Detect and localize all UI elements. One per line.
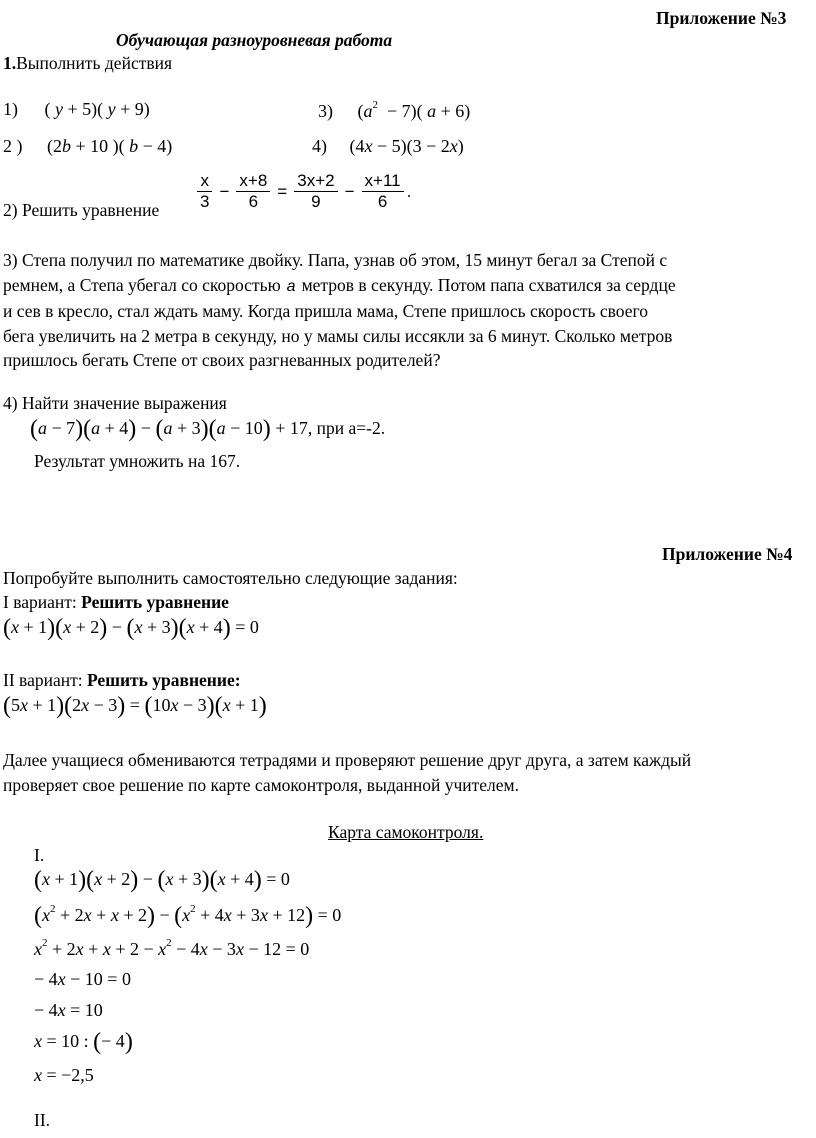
exchange-paragraph — [3, 748, 815, 797]
exercise-1-expression: ( y + 5)( y + 9) — [44, 99, 150, 119]
exercise-4-number: 4) — [312, 136, 327, 156]
exercise-2-number: 2 ) — [3, 136, 23, 156]
solution-step-2: $(x^2 + 2x + x + 2) - (x^2 + 4x + 3x + 12) = 0$ — [34, 903, 342, 929]
task-2-text: 2) Решить уравнение — [3, 200, 160, 220]
task-4-condition: , при а=-2. — [307, 418, 386, 438]
exercise-4 — [312, 136, 464, 157]
exercise-2 — [3, 136, 172, 157]
task-4-expression: (a − 7)(a + 4) − (a + 3)(a − 10) + 17, при а=-2. — [30, 416, 386, 442]
exercise-3-expression: $(a^2 - 7)$( a + 6) — [357, 99, 471, 121]
exercise-3-number: 3) — [318, 101, 333, 121]
task-1-text: Выполнить действия — [16, 53, 173, 73]
solution-step-6: x = 10 : (− 4) — [34, 1029, 133, 1055]
task-3-line-4: бега увеличить на 2 метра в секунду, но у мамы силы иссякли за 6 минут. Сколько метров — [3, 325, 673, 346]
variant-1-equation: (x + 1)(x + 2) − (x + 3)(x + 4) = 0 — [3, 615, 259, 641]
work-title: Обучающая разноуровневая работа — [116, 30, 393, 50]
variant-2-heading: II вариант: Решить уравнение: — [3, 670, 241, 690]
exchange-line-2: проверяет свое решение по карте самоконтроля, выданной учителем. — [3, 774, 519, 795]
variant-2-equation: (5x + 1)(2x − 3) = (10x − 3)(x + 1) — [3, 693, 267, 719]
solution-step-1: (x + 1)(x + 2) − (x + 3)(x + 4) = 0 — [34, 867, 290, 893]
variant-1-heading: I вариант: Решить уравнение — [3, 592, 229, 612]
card-variant-1-label: I. — [34, 845, 45, 865]
task-3-line-2: ремнем, а Степа убегал со скоростью a метров в секунду. Потом папа схватился за сердце — [3, 274, 676, 295]
solution-step-3: $x^2 + 2x + x + 2 - x^2 - 4x - 3x - 12 = 0$ — [34, 937, 310, 959]
self-control-card-title: Карта самоконтроля. — [328, 822, 484, 842]
solution-step-7: x = −2,5 — [34, 1065, 94, 1085]
exercise-4-expression: (4x − 5)(3 − 2x) — [349, 136, 464, 156]
card-variant-2-label: II. — [34, 1110, 51, 1130]
task-1-number: 1. — [3, 53, 17, 73]
exercise-1-number: 1) — [3, 99, 18, 119]
appendix-4-intro: Попробуйте выполнить самостоятельно следующие задания: — [3, 568, 458, 588]
task-4-text: 4) Найти значение выражения — [3, 393, 227, 413]
task-3-line-3: и сев в кресло, стал ждать маму. Когда пришла мама, Степе пришлось скорость своего — [3, 301, 648, 321]
task-4-result: Результат умножить на 167. — [34, 451, 241, 471]
task-3-line-1: 3) Степа получил по математике двойку. Папа, узнав об этом, 15 минут бегал за Степой с — [3, 250, 668, 270]
exercise-3 — [318, 99, 470, 122]
task-2-equation: $\frac{x}{3}$ − $\frac{x+8}{6}$ = $\frac{3x+2}{9}$ − $\frac{x+11}{6}$ . — [194, 166, 411, 218]
exercise-2-expression: (2b + 10 )( b − 4) — [47, 136, 173, 156]
exchange-line-1: Далее учащиеся обмениваются тетрадями и проверяют решение друг друга, а затем каждый — [3, 750, 692, 770]
task-3-line-5: пришлось бегать Степе от своих разгневанных родителей? — [3, 350, 441, 370]
appendix-4-title: Приложение №4 — [662, 544, 793, 564]
task-3-variable: a — [286, 277, 296, 295]
appendix-3-title: Приложение №3 — [656, 8, 787, 28]
task-1-heading — [3, 53, 172, 73]
solution-step-5: − 4x = 10 — [34, 1000, 103, 1020]
exercise-1 — [3, 99, 150, 120]
task-3-paragraph — [3, 248, 815, 373]
solution-step-4: − 4x − 10 = 0 — [34, 969, 131, 989]
